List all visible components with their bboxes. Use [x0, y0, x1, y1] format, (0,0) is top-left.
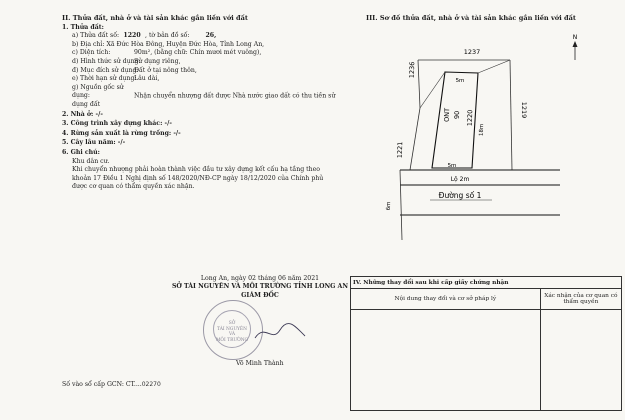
road-width-label: Lộ 2m	[450, 176, 470, 183]
origin-row	[62, 84, 342, 110]
map-sheet-value: 26,	[205, 32, 217, 40]
col-authority-confirmation: Xác nhận của cơ quan có thẩm quyền	[540, 289, 621, 310]
usage-purpose-value: Đất ở tại nông thôn,	[134, 66, 197, 74]
dim-side: 18m	[478, 123, 486, 137]
usage-purpose-row	[62, 67, 342, 76]
road-side-label: 6m	[385, 201, 393, 211]
address-row: b) Địa chỉ: Xã Đức Hòa Đông, Huyện Đức Hòa, Tỉnh Long An,	[72, 40, 265, 48]
dim-top: 5m	[455, 78, 465, 84]
changes-table	[350, 276, 622, 411]
parcel-number-label: a) Thửa đất số:	[72, 32, 120, 40]
signature-block	[160, 275, 360, 300]
section-ii-title: II. Thửa đất, nhà ở và tài sản khác gắn liền với đất	[62, 14, 248, 22]
construction-line: 3. Công trình xây dựng khác: -/-	[62, 120, 172, 128]
signer-position: GIÁM ĐỐC	[241, 291, 279, 299]
seal-line-3: MÔI TRƯỜNG	[215, 337, 249, 343]
usage-term-row	[62, 75, 342, 84]
parcel-number-value: 1220	[123, 32, 141, 40]
parcel-id-label: 1220	[465, 109, 475, 127]
usage-term-value: Lâu dài,	[134, 75, 160, 83]
area-label: c) Diện tích:	[72, 49, 111, 57]
col-change-content: Nội dung thay đổi và cơ sở pháp lý	[351, 289, 541, 310]
parcel-number-row	[62, 32, 342, 41]
usage-form-row	[62, 58, 342, 67]
handwritten-signature-icon	[250, 318, 310, 348]
area-row	[62, 49, 342, 58]
section-iii-title: III. Sơ đồ thửa đất, nhà ở và tài sản khác gắn liền với đất	[366, 14, 576, 22]
note-transfer-condition: Khi chuyển nhượng phải hoàn thành việc đầu tư xây dựng kết cấu hạ tầng theo khoản 17 Điều 1 Nghị định số 148/2020/NĐ-CP ngày 18/12/2020 của Chính phủ được cơ quan có thẩm quyền xác nhận.	[72, 166, 324, 191]
map-sheet-label: , tờ bản đồ số:	[145, 32, 190, 40]
note-residential: Khu dân cư.	[72, 157, 110, 165]
area-label-diagram: 90	[452, 110, 462, 120]
north-label: N	[572, 34, 578, 41]
parcel-diagram	[360, 40, 620, 270]
diagram-section	[366, 14, 616, 23]
land-info-section	[62, 14, 342, 192]
usage-form-label: d) Hình thức sử dụng:	[72, 57, 141, 65]
land-parcel-title: 1. Thửa đất:	[62, 23, 104, 31]
area-value: 90m², (bằng chữ: Chín mươi mét vuông),	[134, 49, 262, 57]
label-1219: 1219	[520, 101, 528, 119]
type-label: ONT	[442, 107, 452, 123]
origin-label: g) Nguồn gốc sử dụng:	[72, 83, 124, 100]
perennial-line: 5. Cây lâu năm: -/-	[62, 139, 126, 147]
changes-title: IV. Những thay đổi sau khi cấp giấy chứng nhận	[351, 277, 622, 289]
issue-date: Long An, ngày 02 tháng 06 năm 2021	[200, 275, 320, 282]
signer-name: Võ Minh Thành	[236, 360, 284, 367]
label-1221: 1221	[395, 141, 405, 159]
serial-value: 02270	[141, 381, 161, 388]
seal-line-2: TÀI NGUYÊN VÀ	[217, 326, 247, 337]
usage-term-label: e) Thời hạn sử dụng:	[72, 75, 137, 83]
registry-serial	[62, 381, 161, 388]
usage-form-value: Sử dụng riêng,	[134, 57, 181, 65]
changes-content-cell	[351, 310, 541, 411]
issuing-agency: SỞ TÀI NGUYÊN VÀ MÔI TRƯỜNG TỈNH LONG AN	[171, 283, 349, 291]
forest-line: 4. Rừng sản xuất là rừng trồng: -/-	[62, 129, 181, 137]
notes-title: 6. Ghi chú:	[62, 148, 100, 156]
seal-line-1: SỞ	[228, 321, 236, 326]
road-name-label: Đường số 1	[438, 191, 482, 200]
label-1236: 1236	[407, 61, 417, 79]
origin-value: Nhận chuyển nhượng đất được Nhà nước giao đất có thu tiền sử dụng đất	[72, 92, 336, 108]
usage-purpose-label: đ) Mục đích sử dụng:	[72, 66, 139, 74]
dim-bottom: 5m	[447, 163, 457, 169]
house-line: 2. Nhà ở: -/-	[62, 110, 103, 118]
serial-label: Số vào sổ cấp GCN: CT....	[62, 381, 142, 388]
changes-confirm-cell	[540, 310, 621, 411]
label-1237: 1237	[463, 48, 481, 56]
